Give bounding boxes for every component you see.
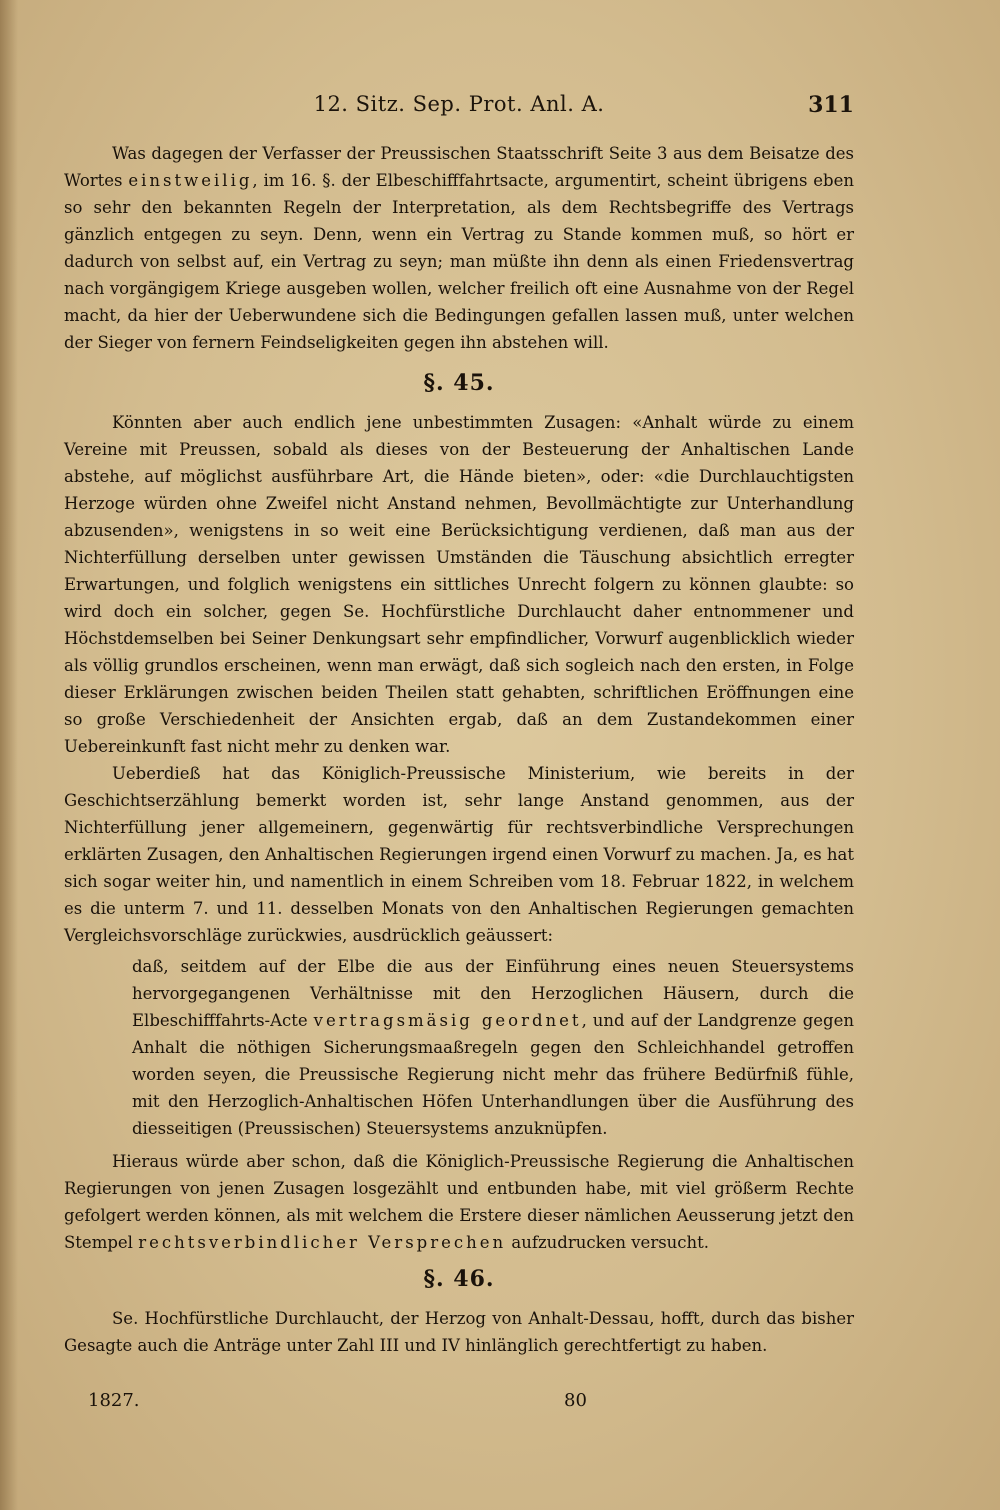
page-number: 311 [808,92,854,118]
page-header [64,92,854,126]
quote-spaced-phrase: vertragsmäsig geordnet [313,1011,582,1030]
footer-year: 1827. [88,1390,140,1411]
signature-mark: 80 [564,1390,587,1411]
section-46-paragraph-1: Se. Hochfürstliche Durchlaucht, der Herzog von Anhalt-Dessau, hofft, durch das bisher Gesagte auch die Anträge unter Zahl III und IV hinlänglich gerechtfertigt zu haben. [64,1309,854,1355]
intro-text-start: Was dagegen der Verfasser der Preussischen Staatsschrift Seite 3 aus dem Beisatze des Wortes [64,144,854,190]
section-45-paragraph-3 [64,1148,854,1256]
section-45-paragraph-1: Könnten aber auch endlich jene unbestimmten Zusagen: «Anhalt würde zu einem Vereine mit Preussen, sobald als dieses von der Besteuerung der Anhaltischen Lande abstehe, auf möglichst ausführbare Art, die Hände bieten», oder: «die Durchlauchtigsten Herzoge würden ohne Zweifel nicht Anstand nehmen, Bevollmächtigte zur Unterhandlung abzusenden», wenigstens in so weit eine Berücksichtigung verdienen, daß man aus der Nichterfüllung derselben unter gewissen Umständen die Täuschung absichtlich erregter Erwartungen, und folglich wenigstens ein sittliches Unrecht folgern zu können glaubte: so wird doch ein solcher, gegen Se. Hochfürstliche Durchlaucht daher entnommener und Höchstdemselben bei Seiner Denkungsart sehr empfindlicher, Vorwurf augenblicklich wieder als völlig grundlos erscheinen, wenn man erwägt, daß sich sogleich nach den ersten, in Folge dieser Erklärungen zwischen beiden Theilen statt gehabten, schriftlichen Eröffnungen eine so große Verschiedenheit der Ansichten ergab, daß an dem Zustandekommen einer Uebereinkunft fast nicht mehr zu denken war. [64,413,854,756]
section-45-heading: §. 45. [423,370,495,396]
intro-text-end: , im 16. §. der Elbeschifffahrtsacte, argumentirt, scheint übrigens eben so sehr den bekannten Regeln der Interpretation, als dem Rechtsbegriffe des Vertrags gänzlich entgegen zu seyn. Denn, wenn ein Vertrag zu Stande kommen muß, so hört er dadurch von selbst auf, ein Vertrag zu seyn; man müßte ihn denn als einen Friedensvertrag nach vorgängigem Kriege ausgeben wollen, welcher freilich oft eine Ausnahme von der Regel macht, da hier der Ueberwundene sich die Bedingungen gefallen lassen muß, unter welchen der Sieger von fernern Feindseligkeiten gegen ihn abstehen will. [64,171,854,352]
paragraph-3-spaced-phrase: rechtsverbindlicher Versprechen [138,1233,507,1252]
body-text [64,140,854,1359]
section-45-paragraph-2: Ueberdieß hat das Königlich-Preussische Ministerium, wie bereits in der Geschichtserzählung bemerkt worden ist, sehr lange Anstand genommen, aus der Nichterfüllung jener allgemeinern, gegenwärtig für rechtsverbindliche Versprechungen erklärten Zusagen, den Anhaltischen Regierungen irgend einen Vorwurf zu machen. Ja, es hat sich sogar weiter hin, und namentlich in einem Schreiben vom 18. Februar 1822, in welchem es die unterm 7. und 11. desselben Monats von den Anhaltischen Regierungen gemachten Vergleichsvorschläge zurückwies, ausdrücklich geäussert: [64,764,855,945]
quote-text-end: , und auf der Landgrenze gegen Anhalt die nöthigen Sicherungsmaaßregeln gegen den Schleichhandel getroffen worden seyen, die Preussische Regierung nicht mehr das frühere Bedürfniß fühle, mit den Herzoglich-Anhaltischen Höfen Unterhandlungen über die Ausführung des diesseitigen (Preussischen) Steuersystems anzuknüpfen. [132,1011,854,1138]
section-45-quote [132,953,854,1142]
quote-text-start: daß, seitdem auf der Elbe die aus der Einführung eines neuen Steuersystems hervorgegangenen Verhältnisse mit den Herzoglichen Häusern, durch die Elbeschifffahrts-Acte [132,957,854,1030]
intro-spaced-word: einstweilig [128,171,253,190]
running-title: 12. Sitz. Sep. Prot. Anl. A. [313,92,605,116]
section-46-heading: §. 46. [423,1266,495,1292]
intro-paragraph [64,140,854,356]
paragraph-3-text-end: aufzudrucken versucht. [506,1233,710,1252]
paragraph-3-text-start: Hieraus würde aber schon, daß die Königlich-Preussische Regierung die Anhaltischen Regierungen von jenen Zusagen losgezählt und entbunden habe, mit viel größerm Rechte gefolgert werden können, als mit welchem die Erstere dieser nämlichen Aeusserung jetzt den Stempel [64,1152,854,1252]
page-footer [88,1390,588,1418]
